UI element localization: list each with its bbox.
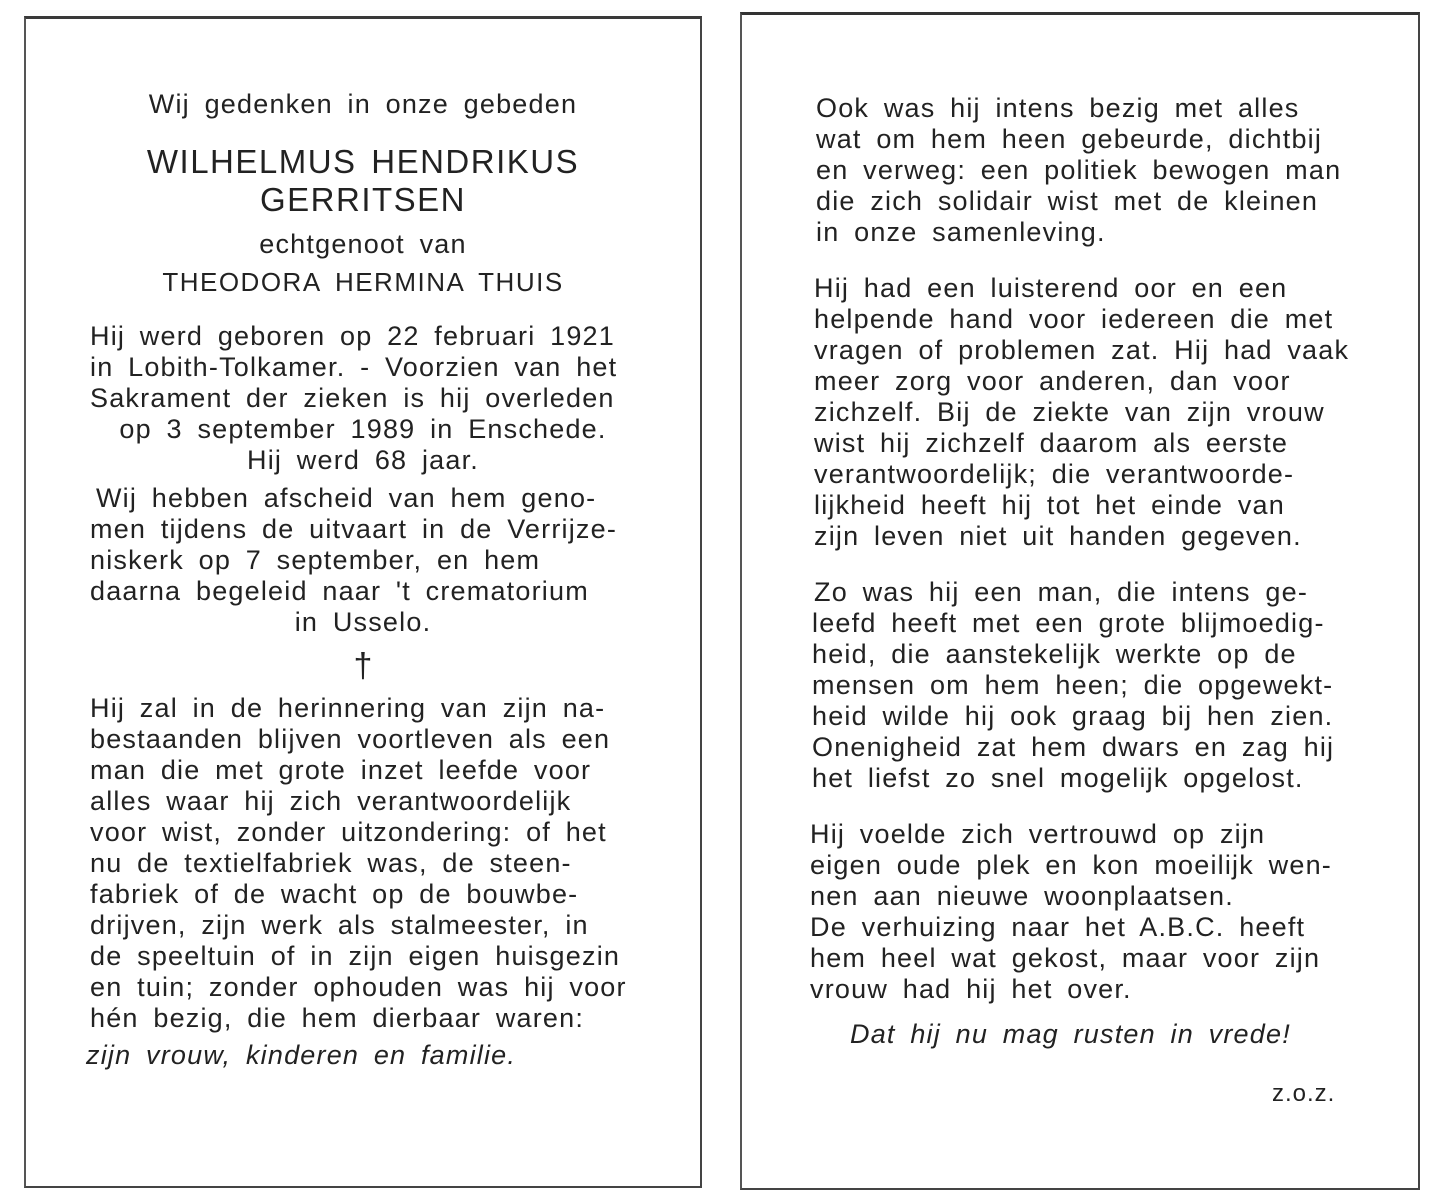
birth-line: op 3 september 1989 in Enschede. bbox=[119, 414, 607, 444]
funeral-line: Wij hebben afscheid van hem geno- bbox=[96, 483, 597, 513]
paragraph-line: Zo was hij een man, die intens ge- bbox=[814, 577, 1309, 607]
zoz-note: z.o.z. bbox=[1272, 1080, 1336, 1107]
birth-line: Hij werd geboren op 22 februari 1921 bbox=[90, 321, 615, 351]
deceased-name-line2: GERRITSEN bbox=[259, 181, 467, 218]
paragraph-line: heid wilde hij ook graag bij hen zien. bbox=[812, 701, 1334, 731]
memory-closing-line: zijn vrouw, kinderen en familie. bbox=[86, 1040, 517, 1070]
funeral-line: in Usselo. bbox=[294, 607, 432, 637]
paragraph-line: Ook was hij intens bezig met alles bbox=[816, 93, 1300, 123]
memory-line: en tuin; zonder ophouden was hij voor bbox=[90, 972, 627, 1002]
paragraph-line: het liefst zo snel mogelijk opgelost. bbox=[812, 763, 1304, 793]
paragraph-line: zichzelf. Bij de ziekte van zijn vrouw bbox=[814, 397, 1325, 427]
funeral-line: men tijdens de uitvaart in de Verrijze- bbox=[90, 514, 618, 544]
memory-line: drijven, zijn werk als stalmeester, in bbox=[90, 910, 589, 940]
memory-line: bestaanden blijven voortleven als een bbox=[90, 724, 611, 754]
paragraph-line: eigen oude plek en kon moeilijk wen- bbox=[810, 850, 1332, 880]
paragraph-line: vragen of problemen zat. Hij had vaak bbox=[814, 335, 1350, 365]
paragraph-line: heid, die aanstekelijk werkte op de bbox=[812, 639, 1297, 669]
paragraph-line: helpende hand voor iedereen die met bbox=[814, 304, 1334, 334]
funeral-line: niskerk op 7 september, en hem bbox=[90, 545, 541, 575]
paragraph-line: Onenigheid zat hem dwars en zag hij bbox=[812, 732, 1335, 762]
paragraph-line: nen aan nieuwe woonplaatsen. bbox=[810, 881, 1234, 911]
paragraph-line: meer zorg voor anderen, dan voor bbox=[814, 366, 1291, 396]
memory-line: de speeltuin of in zijn eigen huisgezin bbox=[90, 941, 621, 971]
paragraph-line: wat om hem heen gebeurde, dichtbij bbox=[816, 124, 1323, 154]
closing-prayer: Dat hij nu mag rusten in vrede! bbox=[850, 1019, 1291, 1049]
memory-line: nu de textielfabriek was, de steen- bbox=[90, 848, 572, 878]
paragraph-line: lijkheid heeft hij tot het einde van bbox=[814, 490, 1285, 520]
memorial-card-right bbox=[740, 12, 1420, 1190]
memorial-card-left bbox=[24, 16, 702, 1188]
memory-line: voor wist, zonder uitzondering: of het bbox=[90, 817, 607, 847]
paragraph-line: De verhuizing naar het A.B.C. heeft bbox=[810, 912, 1306, 942]
paragraph-line: mensen om hem heen; die opgewekt- bbox=[812, 670, 1334, 700]
paragraph-line: in onze samenleving. bbox=[816, 217, 1106, 247]
birth-line: Hij werd 68 jaar. bbox=[247, 445, 479, 475]
paragraph-line: en verweg: een politiek bewogen man bbox=[816, 155, 1342, 185]
paragraph-line: Hij had een luisterend oor en een bbox=[814, 273, 1288, 303]
paragraph-line: zijn leven niet uit handen gegeven. bbox=[814, 521, 1302, 551]
spouse-name: THEODORA HERMINA THUIS bbox=[162, 267, 564, 297]
memory-line: fabriek of de wacht op de bouwbe- bbox=[90, 879, 579, 909]
paragraph-line: leefd heeft met een grote blijmoedig- bbox=[812, 608, 1325, 638]
memory-line: man die met grote inzet leefde voor bbox=[90, 755, 592, 785]
birth-line: in Lobith-Tolkamer. - Voorzien van het bbox=[90, 352, 618, 382]
cross-icon: † bbox=[353, 647, 373, 685]
spouse-prefix: echtgenoot van bbox=[259, 229, 467, 259]
intro-text: Wij gedenken in onze gebeden bbox=[148, 89, 578, 119]
deceased-name-line1: WILHELMUS HENDRIKUS bbox=[146, 143, 580, 180]
memory-line: hén bezig, die hem dierbaar waren: bbox=[90, 1003, 585, 1033]
paragraph-line: wist hij zichzelf daarom als eerste bbox=[814, 428, 1289, 458]
memory-line: alles waar hij zich verantwoordelijk bbox=[90, 786, 572, 816]
paragraph-line: verantwoordelijk; die verantwoorde- bbox=[814, 459, 1295, 489]
memory-line: Hij zal in de herinnering van zijn na- bbox=[90, 693, 606, 723]
birth-line: Sakrament der zieken is hij overleden bbox=[90, 383, 615, 413]
paragraph-line: die zich solidair wist met de kleinen bbox=[816, 186, 1319, 216]
paragraph-line: vrouw had hij het over. bbox=[810, 974, 1132, 1004]
paragraph-line: Hij voelde zich vertrouwd op zijn bbox=[810, 819, 1266, 849]
paragraph-line: hem heel wat gekost, maar voor zijn bbox=[810, 943, 1321, 973]
funeral-line: daarna begeleid naar 't crematorium bbox=[90, 576, 589, 606]
